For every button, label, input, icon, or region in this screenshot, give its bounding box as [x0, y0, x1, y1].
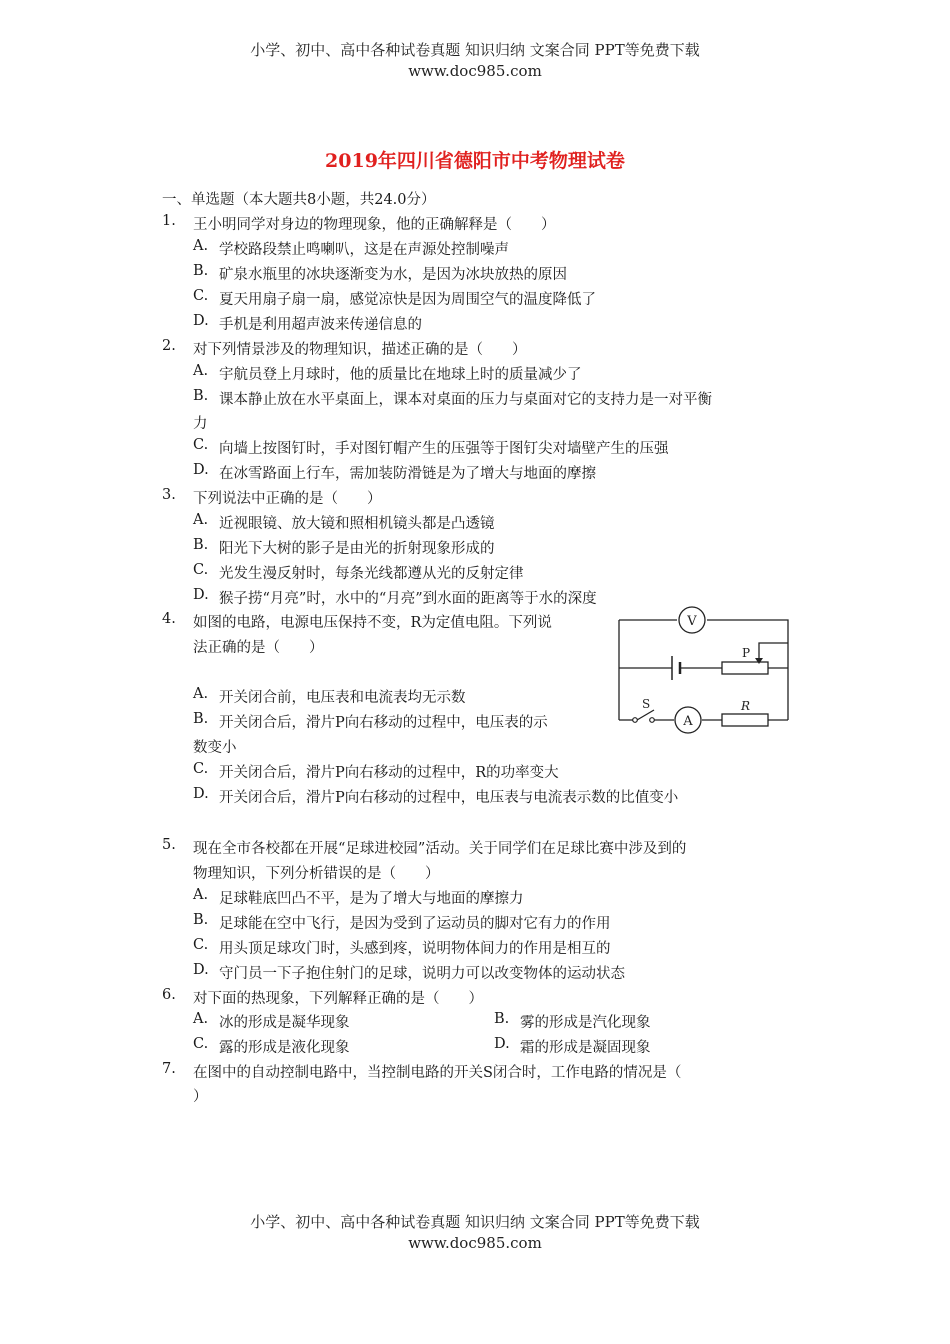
rheostat	[722, 662, 768, 674]
switch-contact	[650, 718, 655, 723]
option-text: 光发生漫反射时，每条光线都遵从光的反射定律	[219, 566, 524, 582]
question-number: 1.	[162, 213, 176, 229]
option-text: 向墙上按图钉时，手对图钉帽产生的压强等于图钉尖对墙壁产生的压强	[219, 441, 669, 457]
option-text: 霜的形成是凝固现象	[520, 1040, 651, 1056]
option-text-continued: 力	[193, 416, 208, 432]
question-number: 7.	[162, 1061, 176, 1077]
option-label: B.	[193, 388, 209, 404]
question-stem-continued: ）	[193, 1089, 208, 1105]
footer-url: www.doc985.com	[408, 1234, 542, 1252]
option-text: 用头顶足球攻门时，头感到疼，说明物体间力的作用是相互的	[219, 941, 611, 957]
option-text: 足球能在空中飞行，是因为受到了运动员的脚对它有力的作用	[219, 916, 611, 932]
option-text: 守门员一下子抱住射门的足球，说明力可以改变物体的运动状态	[219, 966, 625, 982]
option-text: 阳光下大树的影子是由光的折射现象形成的	[219, 541, 495, 557]
option-label: C.	[193, 562, 209, 578]
option-label: D.	[193, 587, 209, 603]
option-label: A.	[193, 1011, 209, 1027]
voltmeter-label: V	[687, 614, 697, 629]
option-text: 课本静止放在水平桌面上，课本对桌面的压力与桌面对它的支持力是一对平衡	[219, 392, 712, 408]
option-text: 矿泉水瓶里的冰块逐渐变为水，是因为冰块放热的原因	[219, 267, 567, 283]
option-label: D.	[193, 962, 209, 978]
option-label: B.	[193, 263, 209, 279]
option-text: 手机是利用超声波来传递信息的	[219, 317, 422, 333]
question-number: 6.	[162, 987, 176, 1003]
option-text: 在冰雪路面上行车，需加装防滑链是为了增大与地面的摩擦	[219, 466, 596, 482]
option-label: C.	[193, 288, 209, 304]
option-label: B.	[193, 711, 209, 727]
section-heading: 一、单选题（本大题共8小题，共24.0分）	[162, 192, 436, 208]
option-label: A.	[193, 512, 209, 528]
option-label: C.	[193, 1036, 209, 1052]
option-text: 冰的形成是凝华现象	[219, 1015, 350, 1031]
option-text: 开关闭合后，滑片P向右移动的过程中，电压表与电流表示数的比值变小	[219, 790, 679, 806]
option-label: A.	[193, 887, 209, 903]
option-label: B.	[494, 1011, 510, 1027]
header-line1: 小学、初中、高中各种试卷真题 知识归纳 文案合同 PPT等免费下载	[250, 41, 700, 59]
option-label: A.	[193, 363, 209, 379]
question-stem: 对下列情景涉及的物理知识，描述正确的是（ ）	[193, 342, 527, 358]
question-stem: 如图的电路，电源电压保持不变，R为定值电阻。下列说	[193, 615, 552, 631]
footer-line1: 小学、初中、高中各种试卷真题 知识归纳 文案合同 PPT等免费下载	[250, 1213, 700, 1231]
question-number: 3.	[162, 487, 176, 503]
question-stem: 对下面的热现象，下列解释正确的是（ ）	[193, 991, 483, 1007]
option-label: D.	[494, 1036, 510, 1052]
question-stem: 在图中的自动控制电路中，当控制电路的开关S闭合时，工作电路的情况是（	[193, 1065, 682, 1081]
option-text: 夏天用扇子扇一扇，感觉凉快是因为周围空气的温度降低了	[219, 292, 596, 308]
switch-contact	[633, 718, 638, 723]
slider-arrowhead	[755, 658, 763, 664]
option-text: 近视眼镜、放大镜和照相机镜头都是凸透镜	[219, 516, 495, 532]
question-stem-continued: 物理知识，下列分析错误的是（ ）	[193, 866, 440, 882]
question-number: 5.	[162, 837, 176, 853]
option-text: 宇航员登上月球时，他的质量比在地球上时的质量减少了	[219, 367, 582, 383]
option-text: 猴子捞“月亮”时，水中的“月亮”到水面的距离等于水的深度	[219, 591, 597, 607]
option-text: 学校路段禁止鸣喇叭，这是在声源处控制噪声	[219, 242, 509, 258]
page-title: 2019年四川省德阳市中考物理试卷	[325, 150, 625, 172]
option-text-continued: 数变小	[193, 740, 237, 756]
switch-label: S	[642, 697, 651, 711]
option-text: 开关闭合后，滑片P向右移动的过程中，R的功率变大	[219, 765, 559, 781]
option-text: 足球鞋底凹凸不平，是为了增大与地面的摩擦力	[219, 891, 524, 907]
option-label: B.	[193, 537, 209, 553]
question-stem: 王小明同学对身边的物理现象，他的正确解释是（ ）	[193, 217, 556, 233]
option-label: C.	[193, 937, 209, 953]
option-label: D.	[193, 313, 209, 329]
question-number: 2.	[162, 338, 176, 354]
header-url: www.doc985.com	[408, 62, 542, 80]
option-text: 雾的形成是汽化现象	[520, 1015, 651, 1031]
option-text: 开关闭合前，电压表和电流表均无示数	[219, 690, 466, 706]
resistor-label: R	[741, 699, 751, 713]
option-label: D.	[193, 786, 209, 802]
option-text: 开关闭合后，滑片P向右移动的过程中，电压表的示	[219, 715, 548, 731]
slider-label: P	[742, 646, 751, 660]
question-stem: 下列说法中正确的是（ ）	[193, 491, 382, 507]
option-label: C.	[193, 437, 209, 453]
ammeter-label: A	[683, 714, 693, 729]
option-label: A.	[193, 686, 209, 702]
option-text: 露的形成是液化现象	[219, 1040, 350, 1056]
option-label: C.	[193, 761, 209, 777]
question-stem: 现在全市各校都在开展“足球进校园”活动。关于同学们在足球比赛中涉及到的	[193, 841, 687, 857]
question-number: 4.	[162, 611, 176, 627]
option-label: D.	[193, 462, 209, 478]
circuit-diagram	[612, 604, 802, 739]
question-stem-continued: 法正确的是（ ）	[193, 640, 324, 656]
slider-wire	[759, 643, 788, 659]
resistor	[722, 714, 768, 726]
option-label: B.	[193, 912, 209, 928]
option-label: A.	[193, 238, 209, 254]
